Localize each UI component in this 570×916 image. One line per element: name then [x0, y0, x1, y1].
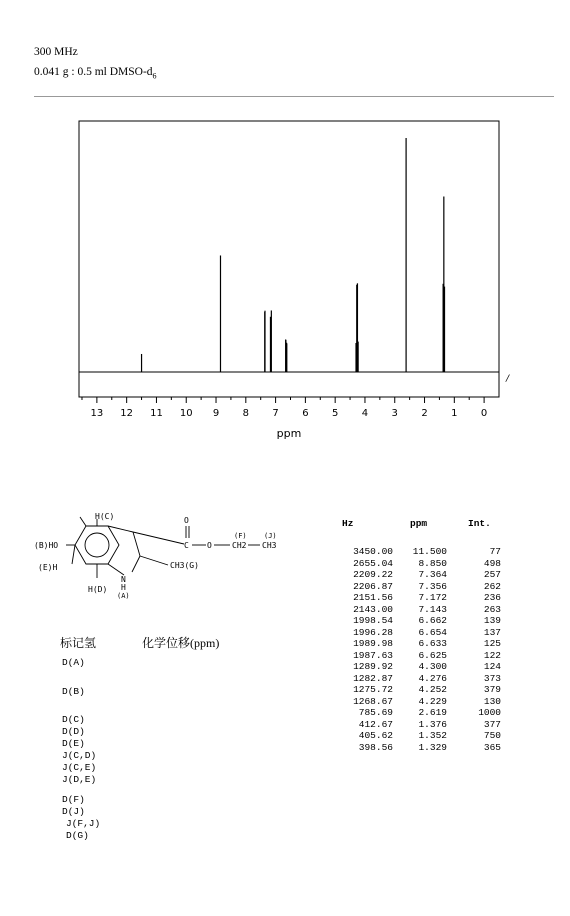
bond: [140, 556, 168, 565]
label-nitrogen: N: [121, 575, 126, 584]
peak-ppm: 7.172: [418, 592, 447, 603]
peak-int: 130: [483, 695, 501, 707]
assignment-label: D(E): [62, 738, 85, 749]
peak-ppm: 1.376: [418, 718, 447, 730]
label-hc: H(C): [95, 512, 115, 521]
peak-int: 124: [483, 661, 501, 672]
peak-ppm: 6.625: [418, 649, 447, 661]
peak-int: 236: [483, 592, 501, 603]
peak-hz: 1996.28: [353, 626, 393, 638]
peak-int: 365: [483, 741, 501, 753]
peak-ppm: 6.654: [418, 626, 447, 638]
peak-ppm: 6.662: [418, 615, 447, 626]
label-na: (A): [117, 592, 130, 600]
x-tick-label: 0: [480, 408, 488, 419]
peak-table-header-ppm: ppm: [410, 518, 428, 529]
label-nh: H: [121, 583, 126, 592]
peak-ppm: 4.229: [418, 695, 447, 707]
assignment-label: D(B): [62, 686, 85, 697]
peak-hz: 2143.00: [353, 603, 393, 615]
peak-ppm: 4.300: [418, 661, 447, 672]
assignment-label: J(D,E): [62, 774, 97, 785]
peak-int: 125: [483, 638, 501, 649]
peak-ppm: 6.633: [418, 638, 447, 649]
bond: [108, 564, 124, 575]
bond: [108, 526, 133, 532]
assignment-label: J(C,E): [62, 762, 97, 773]
peak-hz: 2206.87: [353, 580, 393, 592]
assignment-label: D(A): [62, 657, 85, 668]
x-tick-label: 10: [179, 408, 193, 419]
peak-hz: 398.56: [358, 741, 393, 753]
peak-hz: 2209.22: [353, 569, 393, 580]
peak-int: 379: [483, 684, 501, 695]
label-ester-o: O: [207, 541, 212, 550]
x-tick-label: 4: [361, 408, 369, 419]
peak-ppm: 7.143: [418, 603, 447, 615]
x-tick-label: 7: [272, 408, 279, 419]
assignment-header-shift: 化学位移(ppm): [142, 636, 220, 650]
label-ch3g: CH3(G): [170, 561, 199, 570]
peak-int: 262: [483, 580, 501, 592]
peak-int: 77: [489, 546, 501, 557]
peak-ppm: 7.364: [418, 569, 447, 580]
x-tick-label: 12: [120, 408, 134, 419]
x-tick-label: 2: [421, 408, 428, 419]
x-tick-label: 3: [391, 408, 398, 419]
assignment-label: D(J): [62, 806, 85, 817]
peak-int: 750: [483, 730, 501, 741]
bond: [80, 517, 86, 526]
spectrometer-frequency: 300 MHz: [34, 46, 78, 58]
assignment-label: D(C): [62, 714, 85, 725]
label-hd: H(D): [88, 585, 108, 594]
peak-ppm: 11.500: [412, 546, 447, 557]
label-ch3: CH3: [262, 541, 277, 550]
aromatic-circle: [85, 533, 109, 557]
x-tick-label: 5: [331, 408, 339, 419]
peak-int: 373: [483, 672, 501, 684]
bond: [133, 532, 140, 556]
x-tick-label: 6: [302, 408, 309, 419]
bond: [72, 545, 75, 564]
assignment-label: D(F): [62, 794, 85, 805]
label-j: (J): [264, 532, 277, 540]
x-tick-label: 13: [90, 408, 104, 419]
label-eh: (E)H: [38, 563, 58, 572]
peak-ppm: 4.252: [418, 684, 447, 695]
peak-hz: 1289.92: [353, 661, 393, 672]
peak-ppm: 1.352: [418, 730, 447, 741]
peak-hz: 1275.72: [353, 684, 393, 695]
x-tick-label: 11: [150, 408, 163, 419]
peak-hz: 1998.54: [353, 615, 393, 626]
peak-int: 377: [483, 718, 501, 730]
peak-int: 263: [483, 603, 501, 615]
peak-int: 122: [483, 649, 501, 661]
peak-table-header-hz: Hz: [342, 518, 354, 529]
peak-hz: 1282.87: [353, 672, 393, 684]
label-carbonyl-c: C: [184, 541, 189, 550]
peak-hz: 2151.56: [353, 592, 393, 603]
assignment-label: D(G): [66, 830, 89, 841]
label-f: (F): [234, 532, 247, 540]
assignment-label: J(C,D): [62, 750, 97, 761]
molecule-structure: [0, 0, 330, 620]
x-tick-label: 9: [212, 408, 220, 419]
x-tick-label: 8: [242, 408, 249, 419]
peak-hz: 785.69: [358, 707, 393, 718]
peak-int: 498: [483, 557, 501, 569]
peak-hz: 412.67: [358, 718, 393, 730]
peak-hz: 1268.67: [353, 695, 393, 707]
x-tick-label: 1: [451, 408, 458, 419]
peak-hz: 3450.00: [353, 546, 393, 557]
assignment-header-label: 标记氢: [60, 636, 97, 650]
peak-ppm: 1.329: [418, 741, 447, 753]
peak-hz: 2655.04: [353, 557, 393, 569]
label-ch2: CH2: [232, 541, 247, 550]
x-axis-label: ppm: [276, 427, 302, 440]
peak-int: 137: [483, 626, 501, 638]
peak-int: 139: [483, 615, 501, 626]
peak-int: 257: [483, 569, 501, 580]
assignment-label: J(F,J): [66, 818, 101, 829]
peak-ppm: 2.619: [418, 707, 447, 718]
label-hydroxyl: (B)HO: [34, 541, 59, 550]
bond: [132, 556, 140, 572]
peak-hz: 1989.98: [353, 638, 393, 649]
peak-ppm: 8.850: [418, 557, 447, 569]
bond: [133, 532, 184, 544]
label-carbonyl-o: O: [184, 516, 189, 525]
peak-ppm: 4.276: [418, 672, 447, 684]
peak-int: 1000: [478, 707, 501, 718]
peak-hz: 1987.63: [353, 649, 393, 661]
sample-main: 0.041 g : 0.5 ml DMSO-d: [34, 66, 153, 78]
peak-hz: 405.62: [358, 730, 393, 741]
peak-ppm: 7.356: [418, 580, 447, 592]
sample-subscript: 6: [152, 71, 157, 81]
peak-table-header-int: Int.: [468, 518, 491, 529]
assignment-label: D(D): [62, 726, 85, 737]
benzene-ring: [75, 526, 119, 564]
integral-marker: /: [506, 374, 510, 384]
